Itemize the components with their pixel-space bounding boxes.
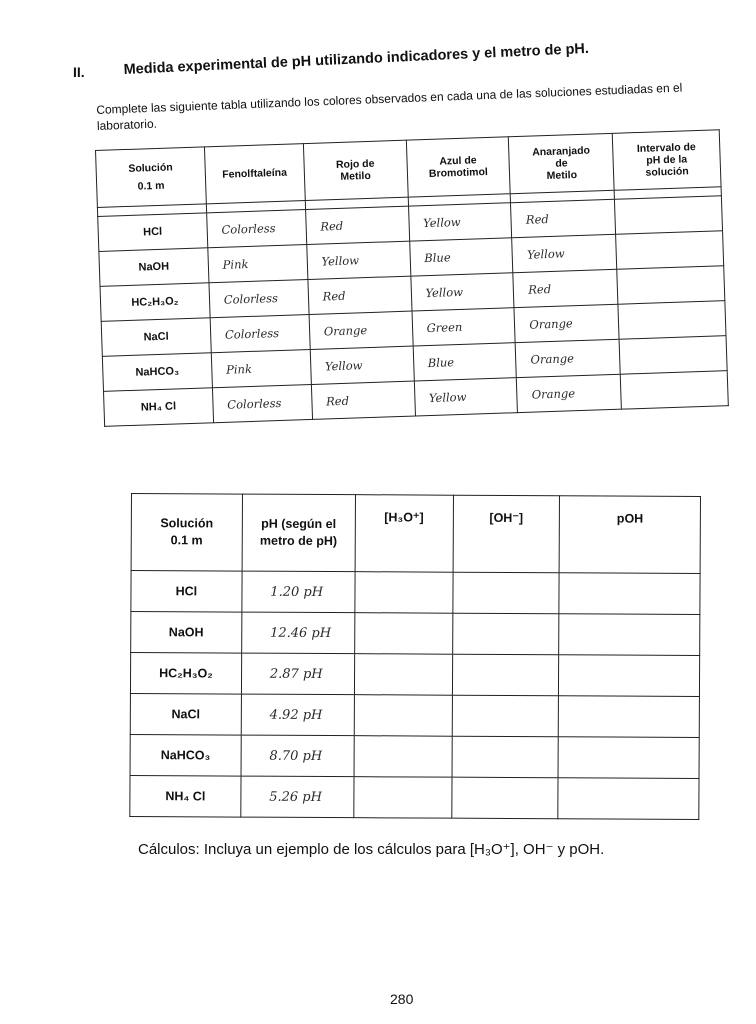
- methyl-orange-color[interactable]: Orange: [517, 374, 622, 412]
- oh-cell[interactable]: [452, 654, 559, 696]
- phenolphthalein-color[interactable]: Colorless: [209, 280, 309, 318]
- bromothymol-blue-color[interactable]: Yellow: [410, 273, 514, 311]
- bromothymol-blue-color[interactable]: Blue: [413, 343, 517, 381]
- methyl-red-color[interactable]: Yellow: [310, 346, 414, 384]
- solution-name: NaOH: [99, 248, 209, 287]
- solution-name: NaCl: [101, 318, 211, 357]
- header-solucion-label: Solución: [160, 516, 214, 531]
- header-azul-bromotimol: [406, 137, 511, 197]
- bromothymol-blue-color[interactable]: Green: [412, 308, 516, 346]
- methyl-orange-color[interactable]: Orange: [515, 339, 620, 377]
- poh-cell[interactable]: [559, 614, 700, 656]
- header-int-line3: solución: [645, 165, 689, 179]
- solution-name: HCl: [131, 571, 242, 613]
- ph-interval-cell[interactable]: [620, 371, 728, 410]
- header-rojo-line1: Rojo de: [335, 157, 375, 172]
- header-azul-line2: Bromotimol: [428, 165, 489, 180]
- ph-interval-cell[interactable]: [618, 301, 726, 340]
- solution-name: HC₂H₃O₂: [100, 283, 210, 322]
- poh-cell[interactable]: [558, 778, 699, 820]
- instructions-text: Complete las siguiente tabla utilizando los colores observados en cada una de las soluciones estudiadas en el laboratorio.: [96, 80, 683, 133]
- poh-cell[interactable]: [559, 573, 700, 615]
- header-ph-line1: pH (según el: [261, 516, 337, 532]
- header-anar-line2: de: [555, 157, 568, 170]
- phenolphthalein-color[interactable]: Pink: [208, 245, 308, 283]
- ph-value[interactable]: 1.20 pH: [242, 571, 355, 613]
- solution-name: NH₄ Cl: [130, 775, 241, 817]
- ph-value[interactable]: 4.92 pH: [241, 694, 354, 736]
- header-solucion: [96, 147, 207, 208]
- methyl-red-color[interactable]: Red: [308, 276, 412, 314]
- header-anaranjado-metilo: [509, 133, 615, 193]
- header-poh: pOH: [559, 496, 700, 574]
- ph-value[interactable]: 12.46 pH: [241, 612, 354, 654]
- header-solucion: [131, 494, 242, 572]
- methyl-red-color[interactable]: Red: [305, 206, 409, 244]
- ph-value[interactable]: 5.26 pH: [241, 776, 354, 818]
- h3o-cell[interactable]: [354, 654, 452, 696]
- bromothymol-blue-color[interactable]: Yellow: [414, 378, 518, 416]
- h3o-cell[interactable]: [354, 736, 452, 778]
- indicator-colors-table: [95, 129, 729, 427]
- methyl-orange-color[interactable]: Red: [513, 269, 618, 307]
- page-number: 280: [390, 991, 414, 1007]
- ph-interval-cell[interactable]: [619, 336, 727, 375]
- ph-interval-cell[interactable]: [615, 196, 723, 235]
- methyl-red-color[interactable]: Yellow: [306, 241, 410, 279]
- phenolphthalein-color[interactable]: Colorless: [210, 315, 310, 353]
- methyl-red-color[interactable]: Orange: [309, 311, 413, 349]
- header-solucion-sub: 0.1 m: [137, 179, 165, 193]
- solution-name: HC₂H₃O₂: [130, 653, 241, 695]
- table2-row: [130, 653, 699, 697]
- ph-interval-cell[interactable]: [617, 266, 725, 305]
- poh-cell[interactable]: [558, 737, 699, 779]
- h3o-cell[interactable]: [353, 777, 451, 819]
- header-ph-line2: metro de pH): [259, 533, 338, 549]
- oh-cell[interactable]: [452, 695, 559, 737]
- h3o-cell[interactable]: [354, 613, 452, 655]
- header-intervalo-ph: [612, 130, 721, 191]
- header-fenolftaleina: Fenolftaleína: [204, 144, 305, 204]
- ph-measurements-table: [129, 493, 701, 820]
- oh-cell[interactable]: [452, 572, 559, 614]
- header-rojo-metilo: [303, 140, 408, 200]
- solution-name: NH₄ Cl: [104, 388, 214, 427]
- h3o-cell[interactable]: [355, 572, 453, 614]
- phenolphthalein-color[interactable]: Colorless: [206, 210, 306, 248]
- h3o-cell[interactable]: [354, 695, 452, 737]
- solution-name: NaHCO₃: [102, 353, 212, 392]
- section-title: Medida experimental de pH utilizando indicadores y el metro de pH.: [123, 40, 590, 78]
- header-int-line2: pH de la: [646, 153, 688, 167]
- header-azul-line1: Azul de: [439, 154, 477, 168]
- header-int-line1: Intervalo de: [636, 141, 696, 156]
- methyl-orange-color[interactable]: Red: [511, 199, 616, 237]
- solution-name: NaOH: [131, 612, 242, 654]
- ph-value[interactable]: 2.87 pH: [241, 653, 354, 695]
- table2-row: [130, 693, 699, 737]
- poh-cell[interactable]: [559, 655, 700, 697]
- table2-row: [131, 571, 700, 615]
- table2-row: [131, 612, 700, 656]
- table2-row: [130, 775, 699, 819]
- header-solucion-label: Solución: [128, 161, 173, 175]
- ph-value[interactable]: 8.70 pH: [241, 735, 354, 777]
- oh-cell[interactable]: [452, 736, 559, 778]
- solution-name: NaHCO₃: [130, 734, 241, 776]
- calculations-prompt: Cálculos: Incluya un ejemplo de los cálculos para [H₃O⁺], OH⁻ y pOH.: [138, 841, 605, 858]
- poh-cell[interactable]: [559, 696, 700, 738]
- table2-header-row: [131, 494, 700, 574]
- header-h3o: [H₃O⁺]: [355, 495, 453, 573]
- header-oh: [OH⁻]: [453, 495, 560, 573]
- section-number: II.: [73, 64, 85, 80]
- oh-cell[interactable]: [451, 777, 558, 819]
- bromothymol-blue-color[interactable]: Blue: [409, 238, 513, 276]
- phenolphthalein-color[interactable]: Colorless: [212, 384, 312, 422]
- methyl-orange-color[interactable]: Orange: [514, 304, 619, 342]
- bromothymol-blue-color[interactable]: Yellow: [408, 203, 512, 241]
- solution-name: HCl: [98, 213, 208, 252]
- phenolphthalein-color[interactable]: Pink: [211, 349, 311, 387]
- header-rojo-line2: Metilo: [340, 169, 371, 183]
- header-ph-meter: [242, 494, 355, 572]
- methyl-orange-color[interactable]: Yellow: [512, 234, 617, 272]
- header-anar-line3: Metilo: [546, 169, 578, 183]
- solution-name: NaCl: [130, 693, 241, 735]
- table2-row: [130, 734, 699, 778]
- oh-cell[interactable]: [452, 613, 559, 655]
- header-solucion-sub: 0.1 m: [170, 533, 203, 548]
- header-anar-line1: Anaranjado: [532, 144, 591, 159]
- ph-interval-cell[interactable]: [616, 231, 724, 270]
- methyl-red-color[interactable]: Red: [311, 381, 415, 419]
